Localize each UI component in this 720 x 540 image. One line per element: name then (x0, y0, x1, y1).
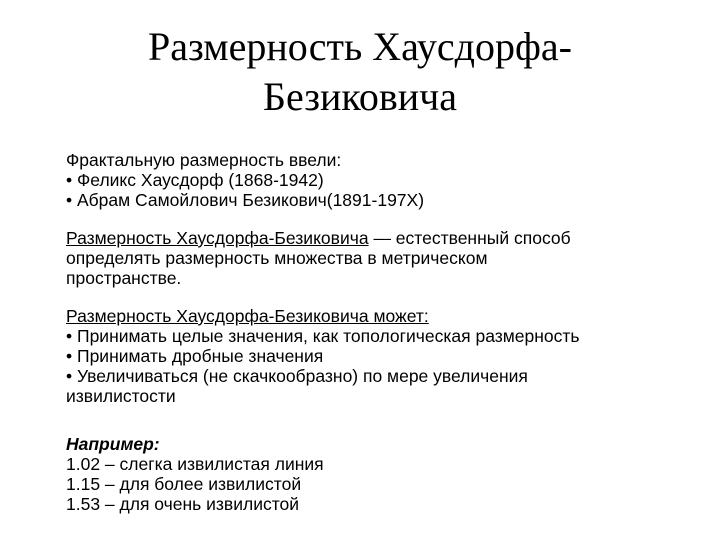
intro-item-hausdorff: • Феликс Хаусдорф (1868-1942) (66, 170, 324, 190)
property-item-increase: • Увеличиваться (не скачкообразно) по мере увеличения (66, 366, 528, 386)
property-item-fractional: • Принимать дробные значения (66, 346, 324, 366)
definition-term: Размерность Хаусдорфа-Безиковича (66, 228, 369, 248)
intro-item-besicovitch: • Абрам Самойлович Безикович(1891-197X) (66, 190, 425, 210)
example-block (66, 434, 666, 514)
property-item-continuation: извилистости (66, 386, 176, 406)
definition-line-2: определять размерность множества в метрическом (66, 248, 488, 268)
intro-heading: Фрактальную размерность ввели: (66, 150, 342, 170)
example-item-2: 1.15 – для более извилистой (66, 474, 302, 494)
properties-block (66, 306, 666, 406)
properties-heading: Размерность Хаусдорфа-Безиковича может: (66, 306, 429, 326)
definition-rest: — естественный способ (368, 228, 571, 248)
slide-body (66, 150, 666, 514)
definition-block (66, 228, 666, 288)
example-heading: Например: (66, 434, 160, 454)
property-item-integer: • Принимать целые значения, как топологическая размерность (66, 326, 580, 346)
example-item-1: 1.02 – слегка извилистая линия (66, 454, 324, 474)
example-item-3: 1.53 – для очень извилистой (66, 494, 300, 514)
intro-block (66, 150, 666, 210)
title-line-1: Размерность Хаусдорфа- (148, 24, 572, 69)
title-line-2: Безиковича (263, 74, 457, 119)
slide-title (60, 22, 660, 122)
definition-line-3: пространстве. (66, 268, 182, 288)
definition-line-1 (66, 228, 666, 248)
